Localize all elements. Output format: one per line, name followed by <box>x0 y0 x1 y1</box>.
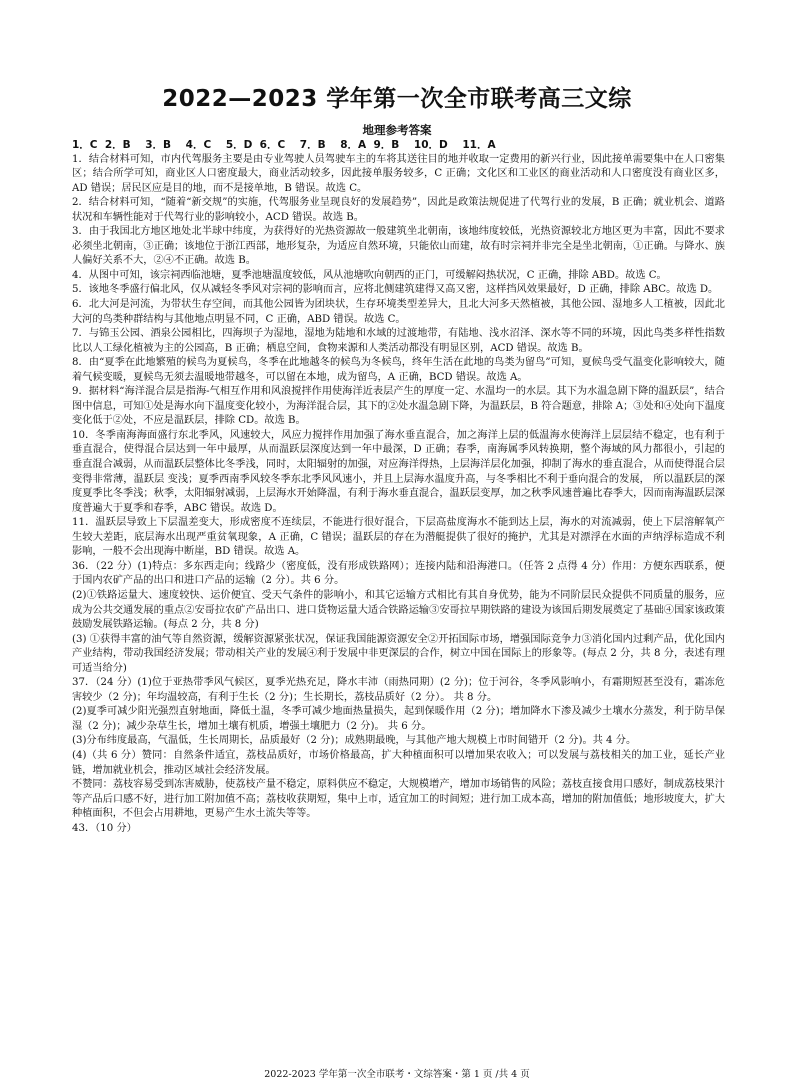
answer-paragraph-10: 10．冬季南海海面盛行东北季风，风速较大，风应力搅拌作用加强了海水垂直混合，加之海洋上层的低温海水使海洋上层层结不稳定，也有利于垂直混合，使得混合层达到一年中最厚，从而温跃层深度达到一年中最深，D 正确；春季，南海属季风转换期，整个海域的风力都很小，引起的垂直混合减弱，从而温跃层整体比冬季浅，同时，太阳辐射的加强，对应海洋得热，上层海洋层化加强，抑制了海水的垂直混合，从而使得混合层变得非常薄，温跃层 变浅；夏季西南季风较冬季东北季风风速小，并且上层海水温度升高，与冬季相比不利于垂向混合的发展， 所以温跃层的深度夏季比冬季浅；秋季，太阳辐射减弱，上层海水开始降温，有利于海水垂直混合，温跃层变厚，加之秋季风速普遍比春季大，因而南海温跃层深度普遍大于夏季和春季，ABC 错误。故选 D。 <box>72 429 725 514</box>
answer-paragraph-7: 7．与锦玉公园、酒泉公园相比，四海坝子为湿地，湿地为陆地和水域的过渡地带，有陆地、浅水沼泽、深水等不同的环境，因此鸟类多样性指数比以人工绿化植被为主的公园高，B 正确；栖息空间，食物来源和人类活动都没有明显区别，ACD 错误。故选 B。 <box>72 328 725 354</box>
answer-paragraph-4: 4．从图中可知，该宗祠西临池塘，夏季池塘温度较低，风从池塘吹向朝西的正门，可缓解闷热状况，C 正确，排除 ABD。故选 C。 <box>72 269 667 281</box>
answer-paragraph-37-4: (4)（共 6 分）赞同：自然条件适宜，荔枝品质好，市场价格最高，扩大种植面积可以增加果农收入；可以发展与荔枝相关的加工业，延长产业链，增加就业机会，推动区域社会经济发展。 <box>72 749 725 776</box>
page-title: 2022—2023 学年第一次全市联考高三文综 <box>162 86 632 112</box>
answer-paragraph-9: 9．据材料“海洋混合层是指海-气相互作用和风浪搅拌作用使海洋近表层产生的厚度一定、水温均一的水层。其下为水温急剧下降的温跃层”，结合图中信息，可知①处是海水向下温度变化较小，为海洋混合层，其下的②处水温急剧下降，为温跃层，B 符合题意，排除 A；③处和④处向下温度变化低于②处，不应是温跃层，排除 CD。故选 B。 <box>72 386 725 427</box>
answer-paragraph-36-1: 36．（22 分）(1)特点：多东西走向；线路少（密度低，没有形成铁路网）；连接内陆和沿海港口。（任答 2 点得 4 分）作用：方便东西联系，便于国内农矿产品的出口和进口产品的运输（2 分）。共 6 分。 <box>72 560 725 587</box>
answer-paragraph-36-3: (3) ①获得丰富的油气等自然资源，缓解资源紧张状况，保证我国能源资源安全②开拓国际市场，增强国际竞争力③消化国内过剩产品，优化国内产业结构，带动我国经济发展；带动相关产业的发展④利于发展中非更深层的合作，树立中国在国际上的形象等。(每点 2 分，共 8 分，表述有理可适当给分) <box>72 633 725 674</box>
answer-paragraph-37-4b: 不赞同：荔枝容易受到冻害威胁，使荔枝产量不稳定，原料供应不稳定，大规模增产，增加市场销售的风险；荔枝直接食用口感好，制成荔枝果汁等产品后口感不好，进行加工附加值不高；荔枝收获期短，集中上市，适宜加工的时间短；进行加工成本高，增加的附加值低；地形坡度大，扩大种植面积，不但会占用耕地，更易产生水土流失等等。 <box>72 779 725 820</box>
answer-paragraph-8: 8．由“夏季在此地繁殖的候鸟为夏候鸟，冬季在此地越冬的候鸟为冬候鸟，终年生活在此地的鸟类为留鸟”可知，夏候鸟受气温变化影响较大，随着气候变暖，夏候鸟无须去温暖地带越冬，可以留在本地，成为留鸟，A 正确，BCD 错误。故选 A。 <box>72 357 725 383</box>
answer-paragraph-1: 1．结合材料可知，市内代驾服务主要是由专业驾驶人员驾驶车主的车将其送往目的地并收取一定费用的新兴行业，因此接单需要集中在人口密集区；结合所学可知，商业区人口密度最大，商业活动较多，因此接单服务较多，C 正确；文化区和工业区的商业活动和人口密度没有商业区多，AD 错误；居民区应是目的地，而不是接单地，B 错误。故选 C。 <box>72 153 725 194</box>
answer-paragraph-43: 43．（10 分） <box>72 822 137 834</box>
page-footer: 2022-2023 学年第一次全市联考・文综答案・第 1 页 /共 4 页 <box>264 1069 530 1080</box>
section-subtitle: 地理参考答案 <box>362 123 432 137</box>
answer-paragraph-5: 5．该地冬季盛行偏北风，仅从减轻冬季风对宗祠的影响而言，应将北侧建筑建得又高又密，这样挡风效果最好，D 正确，排除 ABC。故选 D。 <box>72 284 719 296</box>
answer-paragraph-11: 11．温跃层导致上下层温差变大，形成密度不连续层，不能进行很好混合，下层高盐度海水不能到达上层，海水的对流减弱，使上下层溶解氧产生较大差距，底层海水出现严重贫氧现象，A 正确，C 错误；温跃层的存在为潜艇提供了很好的掩护，尤其是对漂浮在水面的声纳浮标造成不利影响，一般不会出现海中断崖，BD 错误。故选 A。 <box>72 517 725 558</box>
answer-paragraph-3: 3．由于我国北方地区地处北半球中纬度，为获得好的光热资源故一般建筑坐北朝南，该地纬度较低，光热资源较北方地区更为丰富，因此不要求必须坐北朝南，③正确；该地位于浙江西部，地形复杂，为适应自然环境，只能依山而建，故有时宗祠并非完全是坐北朝南，①正确。与降水、族人偏好关系不大，②④不正确。故选 B。 <box>72 226 725 267</box>
answer-paragraph-2: 2．结合材料可知，“随着“新交规”的实施，代驾服务业呈现良好的发展趋势”，因此是政策法规促进了代驾行业的发展，B 正确；就业机会、道路状况和车辆性能对于代驾行业的影响较小，ACD 错误。故选 B。 <box>72 197 725 223</box>
answer-paragraph-37-1: 37．（24 分）(1)位于亚热带季风气候区，夏季光热充足，降水丰沛（雨热同期）(2 分)；位于河谷，冬季风影响小，有霜期短甚至没有，霜冻危害较少（2 分)；年均温较高，有利于生长（2 分)；生长期长，荔枝品质好（2 分）。 共 8 分。 <box>72 677 725 703</box>
choice-answers-line: 1．C 2．B 3．B 4．C 5．D 6．C 7．B 8．A 9．B 10．D 11．A <box>72 139 496 151</box>
answer-paragraph-37-3: (3)分布纬度最高，气温低，生长周期长，品质最好（2 分)；成熟期最晚，与其他产地大规模上市时间错开（2 分)。共 4 分。 <box>72 735 637 747</box>
answer-paragraph-6: 6．北大河是河流，为带状生存空间，而其他公园皆为团块状，生存环境类型差异大，且北大河多天然植被，其他公园、湿地多人工植被，因此北大河的鸟类种群结构与其他地点明显不同，C 正确，ABD 错误。故选 C。 <box>72 299 725 325</box>
answer-content <box>72 138 725 836</box>
answer-paragraph-37-2: (2)夏季可减少阳光强烈直射地面，降低土温，冬季可减少地面热量损失，起到保暖作用（2 分)；增加降水下渗及减少土壤水分蒸发，利于防旱保湿（2 分)；减少杂草生长，增加土壤有机质，增强土壤肥力（2 分)。 共 6 分。 <box>72 706 725 732</box>
answer-paragraph-36-2: (2)①铁路运量大、速度较快、运价便宜、受天气条件的影响小，和其它运输方式相比有其自身优势，能为不同阶层民众提供不同质量的服务，应成为公共交通发展的重点②安哥拉农矿产品出口、进口货物运量大适合铁路运输③安哥拉早期铁路的建设为该国后期发展奠定了基础④国家该政策鼓励发展铁路运输。(每点 2 分，共 8 分) <box>72 589 725 631</box>
